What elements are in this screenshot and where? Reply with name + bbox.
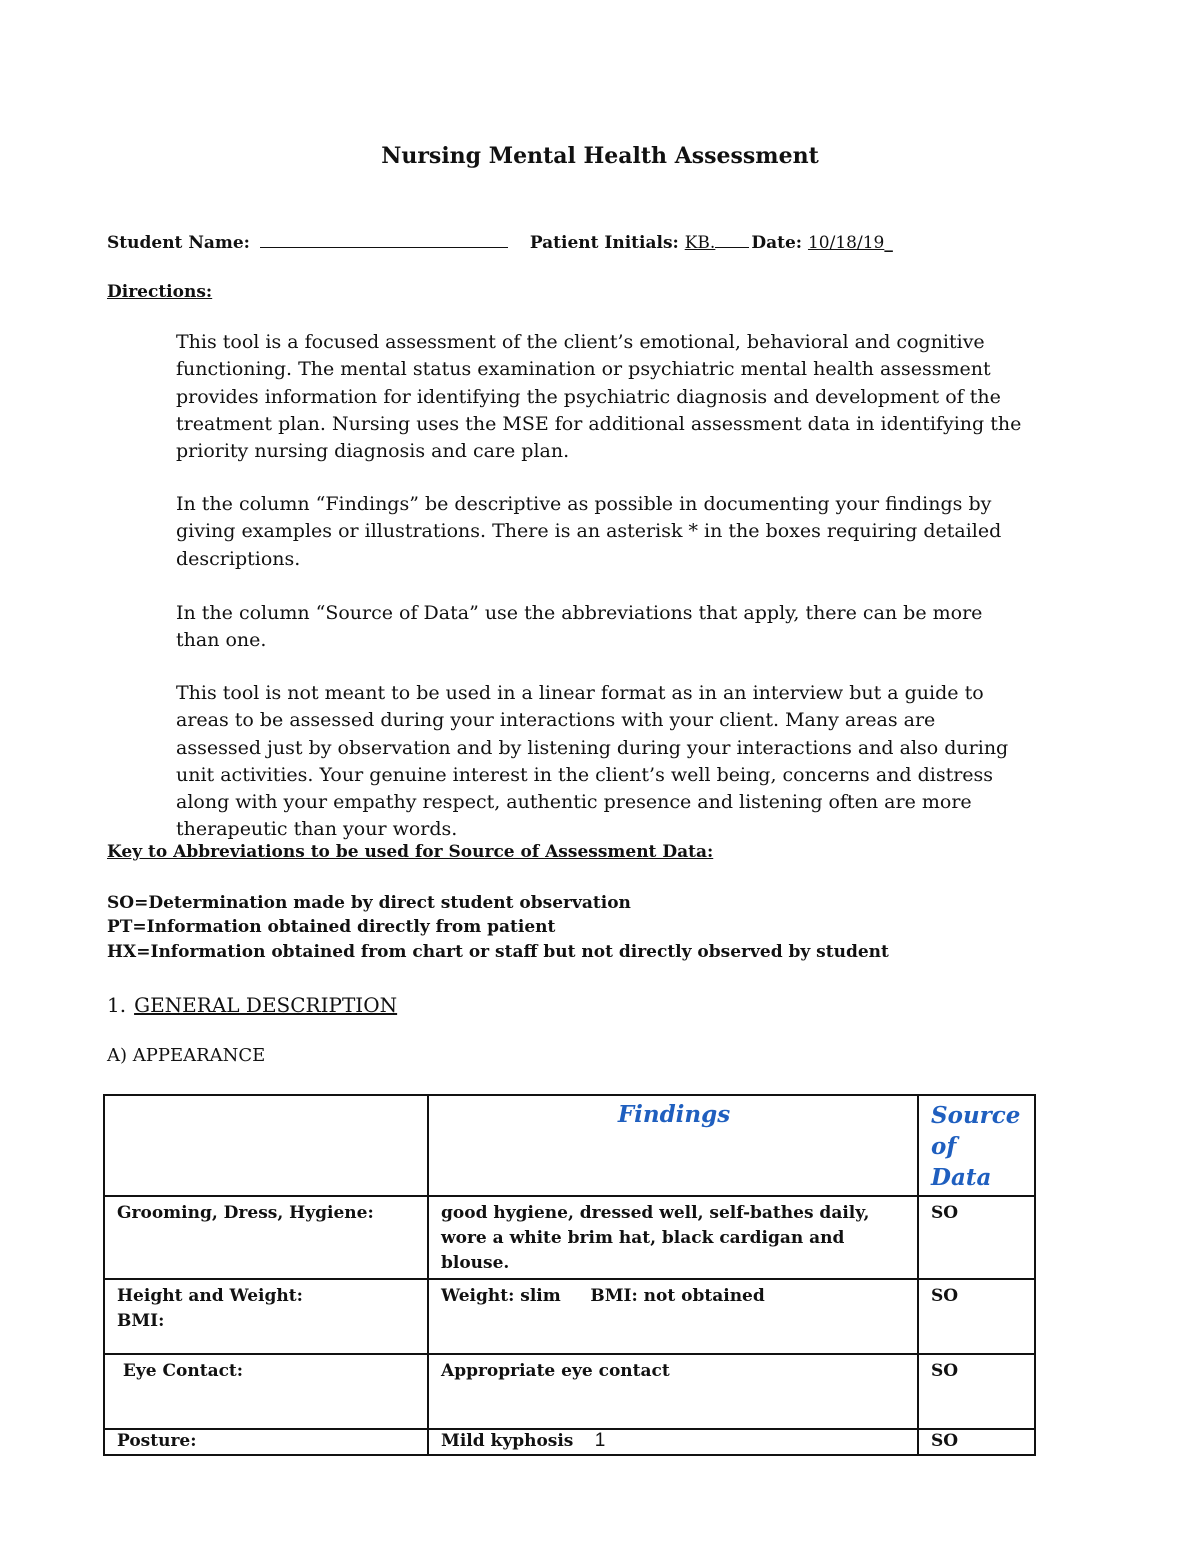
row-label-cell — [104, 1279, 428, 1354]
row-finding: Weight: slim BMI: not obtained — [428, 1279, 918, 1354]
row-source: SO — [918, 1429, 1035, 1455]
patient-initials-label: Patient Initials: — [529, 233, 679, 253]
findings-header: Findings — [428, 1095, 918, 1196]
row-label: Height and Weight: — [117, 1286, 303, 1306]
table-header-row — [104, 1095, 1035, 1196]
date-suffix: _ — [884, 233, 893, 253]
directions-paragraph: This tool is a focused assessment of the client’s emotional, behavioral and cognitive functioning. The mental status examination or psychiatric mental health assessment provides information for identifying the psychiatric diagnosis and development of the treatment plan. Nursing uses the MSE for additional assessment data in identifying the priority nursing diagnosis and care plan. — [176, 331, 1022, 463]
directions-heading: Directions: — [107, 282, 213, 302]
table-header-blank — [104, 1095, 428, 1196]
row-label: Posture: — [104, 1429, 428, 1455]
row-source: SO — [918, 1279, 1035, 1354]
row-finding: Mild kyphosis — [428, 1429, 918, 1455]
page-number: 1 — [594, 1430, 606, 1451]
student-name-label: Student Name: — [107, 233, 250, 253]
directions-paragraph: This tool is not meant to be used in a linear format as in an interview but a guide to areas to be assessed during your interactions with your client. Many areas are assessed just by observation and by listening during your interactions and also during unit activities. Your genuine interest in the client’s well being, concerns and distress along with your empathy respect, authentic presence and listening often are more therapeutic than your words. — [176, 682, 1009, 841]
key-item-so: SO=Determination made by direct student observation — [107, 893, 631, 913]
row-label-secondary: BMI: — [117, 1311, 165, 1331]
row-source: SO — [918, 1196, 1035, 1279]
section-heading — [107, 993, 397, 1017]
key-item-hx: HX=Information obtained from chart or staff but not directly observed by student — [107, 942, 889, 962]
table-row — [104, 1279, 1035, 1354]
key-heading: Key to Abbreviations to be used for Source of Assessment Data: — [107, 842, 714, 862]
directions-paragraph: In the column “Source of Data” use the abbreviations that apply, there can be more than one. — [176, 602, 983, 652]
table-row — [104, 1354, 1035, 1429]
source-header — [918, 1095, 1035, 1196]
directions-paragraph: In the column “Findings” be descriptive as possible in documenting your findings by giving examples or illustrations. There is an asterisk * in the boxes requiring detailed descriptions. — [176, 493, 1002, 570]
appearance-table — [103, 1094, 1036, 1456]
row-source: SO — [918, 1354, 1035, 1429]
section-title: GENERAL DESCRIPTION — [134, 993, 398, 1017]
student-name-blank — [260, 231, 508, 248]
table-row — [104, 1196, 1035, 1279]
date-value: 10/18/19 — [807, 233, 885, 253]
section-number: 1. — [107, 993, 127, 1017]
patient-initials-gap — [715, 233, 749, 248]
subsection-heading: A) APPEARANCE — [107, 1045, 266, 1066]
row-label: Eye Contact: — [104, 1354, 428, 1429]
row-finding: Appropriate eye contact — [428, 1354, 918, 1429]
row-finding: good hygiene, dressed well, self-bathes daily, wore a white brim hat, black cardigan and blouse. — [428, 1196, 918, 1279]
source-header-line2: of Data — [931, 1133, 992, 1191]
page-title: Nursing Mental Health Assessment — [381, 143, 819, 169]
patient-initials-value: KB. — [684, 233, 716, 253]
source-header-line1: Source — [931, 1102, 1021, 1129]
key-item-pt: PT=Information obtained directly from patient — [107, 917, 556, 937]
date-label: Date: — [751, 233, 803, 253]
row-label: Grooming, Dress, Hygiene: — [104, 1196, 428, 1279]
header-line — [107, 231, 893, 253]
